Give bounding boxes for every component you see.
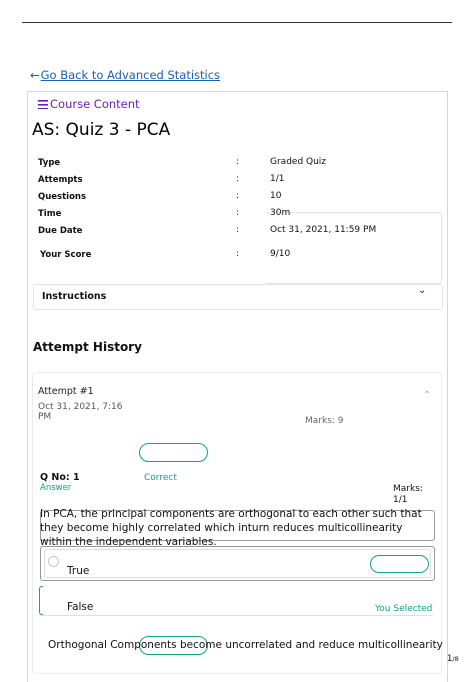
- empty-pill-button[interactable]: [139, 443, 208, 462]
- attempt-date: Oct 31, 2021, 7:16 PM: [38, 402, 123, 422]
- page-current: 1: [447, 654, 453, 664]
- attempt-title: Attempt #1: [38, 386, 94, 397]
- option-label-false[interactable]: False: [67, 601, 94, 613]
- page-number: [447, 654, 459, 664]
- detail-label-score: Your Score: [40, 250, 92, 260]
- detail-label-due-date: Due Date: [38, 226, 83, 236]
- option-label-true: True: [67, 565, 90, 577]
- chevron-down-icon[interactable]: ⌄: [418, 285, 427, 296]
- back-link-label: Go Back to Advanced Statistics: [40, 68, 221, 82]
- question-text: In PCA, the principal components are orthogonal to each other such that they become highly correlated which inturn reduces multicollinearity within the independent variables.: [40, 508, 422, 548]
- detail-value-type: Graded Quiz: [270, 157, 327, 167]
- back-to-course-link[interactable]: [30, 68, 220, 82]
- detail-colon: :: [236, 208, 239, 218]
- detail-colon: :: [236, 157, 239, 167]
- page-title: AS: Quiz 3 - PCA: [32, 120, 171, 140]
- detail-colon: :: [236, 174, 239, 184]
- answer-explanation: Orthogonal Components become uncorrelated and reduce multicollinearity: [48, 639, 443, 651]
- menu-icon: [38, 100, 48, 109]
- option-pill: [370, 555, 429, 573]
- question-marks: [393, 484, 423, 505]
- detail-value-score: 9/10: [270, 249, 291, 259]
- attempt-marks: Marks: 9: [305, 416, 344, 426]
- question-number: Q No: 1: [40, 472, 80, 483]
- option-false-selected-marker: [39, 586, 43, 615]
- selection-badge: You Selected: [375, 604, 433, 614]
- detail-colon: :: [236, 249, 239, 259]
- detail-value-questions: 10: [270, 191, 282, 201]
- detail-label-questions: Questions: [38, 192, 87, 202]
- marks-value: 1/1: [393, 494, 408, 505]
- detail-value-due-date: Oct 31, 2021, 11:59 PM: [270, 225, 377, 235]
- course-content-toggle[interactable]: [38, 97, 140, 111]
- divider: [40, 615, 433, 616]
- detail-colon: :: [236, 225, 239, 235]
- radio-icon[interactable]: [48, 556, 59, 567]
- course-content-label: Course Content: [50, 97, 140, 111]
- back-arrow-icon: ←: [30, 68, 40, 82]
- detail-value-attempts: 1/1: [270, 174, 285, 184]
- detail-value-time: 30m: [270, 208, 291, 218]
- attempt-history-heading: Attempt History: [33, 340, 142, 354]
- quiz-details-box: [266, 212, 442, 284]
- top-divider: [22, 22, 452, 23]
- instructions-label: Instructions: [42, 291, 107, 302]
- answer-label: Answer: [40, 483, 72, 493]
- status-badge: Correct: [144, 473, 177, 483]
- detail-colon: :: [236, 191, 239, 201]
- detail-label-attempts: Attempts: [38, 175, 83, 185]
- detail-label-type: Type: [38, 158, 61, 168]
- detail-label-time: Time: [38, 209, 62, 219]
- marks-label: Marks:: [393, 484, 423, 494]
- chevron-up-icon[interactable]: ⌃: [423, 390, 432, 401]
- page-total: /8: [452, 655, 459, 663]
